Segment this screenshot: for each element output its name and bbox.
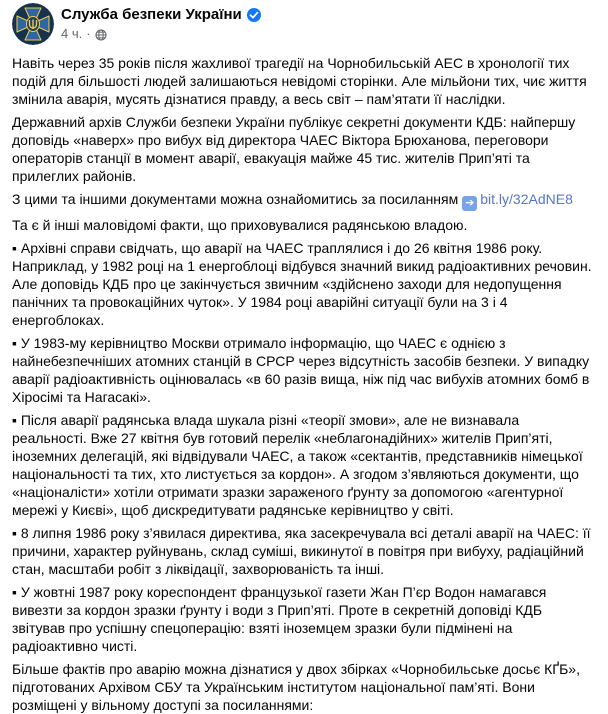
sbu-emblem-icon xyxy=(12,32,54,45)
post-paragraph: Та є й інші маловідомі факти, що приховувалися радянською владою. xyxy=(12,216,468,233)
page-name[interactable]: Служба безпеки України xyxy=(61,6,242,23)
post-meta xyxy=(61,25,261,42)
meta-separator: · xyxy=(86,26,91,41)
post-paragraph: Більше фактів про аварію можна дізнатися у двох збірках «Чорнобильське досьє КҐБ», підготованих Архівом СБУ та Українським інститутом національної пам’яті. Вони розміщені у вільному доступі за посиланнями: xyxy=(12,660,580,713)
post-timestamp[interactable]: 4 ч. xyxy=(61,26,83,41)
bitly-link[interactable]: bit.ly/32AdNE8 xyxy=(480,191,573,207)
post-header xyxy=(12,0,596,50)
page-avatar[interactable] xyxy=(12,3,54,45)
verified-badge-icon xyxy=(247,8,261,22)
post-bullet-item: ▪ 8 липня 1986 року з’явилася директива, яка засекречувала всі деталі аварії на ЧАЕС: її причини, характер руйнувань, склад суміші, викинутої в повітря при вибуху, радіаційний стан, масштаби робіт з ліквідації, захворюваність та інші. xyxy=(12,524,591,577)
post-content xyxy=(12,50,596,714)
post-paragraph: Навіть через 35 років після жахливої трагедії на Чорнобильській АЕС в хронології тих подій для більшості людей залишаються невідомі сторінки. Але мільйони тих, чиє життя змінила аварія, мусять дізнатися правду, а весь світ – пам’ятати її наслідки. xyxy=(12,55,587,107)
globe-privacy-icon xyxy=(95,28,107,40)
post-bullet-item: ▪ У 1983-му керівництво Москви отримало інформацію, що ЧАЕС є однією з найнебезпечніших атомних станцій в СРСР через відсутність засобів безпеки. У випадку аварії радіоактивність оцінювалась «в 60 разів вища, ніж під час вибухів атомних бомб в Хіросімі та Нагасакі». xyxy=(12,334,590,405)
header-text xyxy=(61,3,261,42)
post-paragraph: Державний архів Служби безпеки України публікує секретні документи КДБ: найпершу доповідь «наверх» про вибух від директора ЧАЕС Віктора Брюханова, переговори операторів станції в момент аварії, евакуація майже 45 тис. жителів Прип’яті та прилеглих районів. xyxy=(12,114,576,184)
post-bullet-item: ▪ У жовтні 1987 року кореспондент французької газети Жан П’єр Водон намагався вивезти за кордон зразки ґрунту і води з Прип’яті. Проте в секретній доповіді КДБ звітував про успішну спецоперацію: взяті іноземцем зразки були підмінені на радіоактивно чисті. xyxy=(12,583,547,654)
post-bullet-item: ▪ Архівні справи свідчать, що аварії на ЧАЕС траплялися і до 26 квітня 1986 року. Наприклад, у 1982 році на 1 енергоблоці відбувся значний викид радіоактивних речовин. Але доповідь КДБ про це закінчується звичним «здійснено заходи для недопущення панічних та провокаційних чуток». У 1984 році аварійні ситуації були на 3 і 4 енергоблоках. xyxy=(12,239,592,328)
post-bullet-item: ▪ Після аварії радянська влада шукала різні «теорії змови», але не визнавала реальності. Вже 27 квітня був готовий перелік «неблагонадійних» жителів Прип’яті, іноземних делегацій, які відвідували ЧАЕС, а також «сектантів, представників німецької національності та тих, хто листується за кордон». А згодом з’являються документи, що «націоналісти» хотіли отримати зразки зараженого ґрунту за допомогою «агентурної мережі у Києві», щоб дискредитувати радянське керівництво у світі. xyxy=(12,411,583,518)
right-arrow-icon: ➔ xyxy=(462,196,477,211)
post-link-paragraph xyxy=(12,190,596,211)
link-prefix-text: З цими та іншими документами можна ознайомитись за посиланням xyxy=(12,191,459,207)
